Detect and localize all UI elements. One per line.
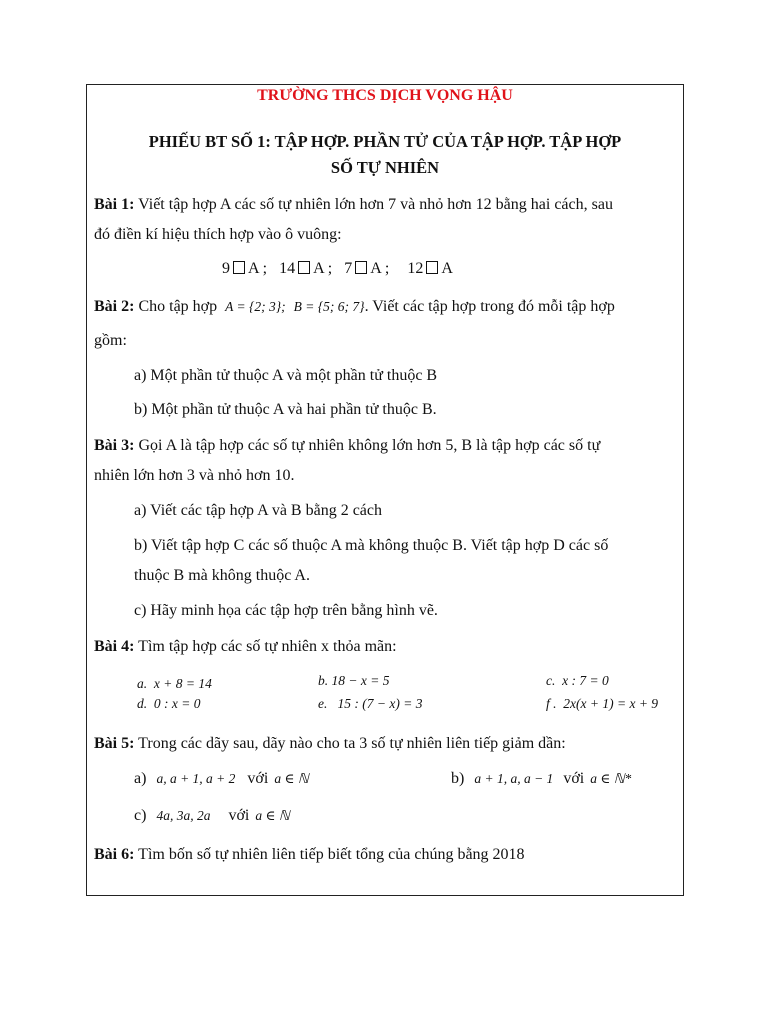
bai5-line1 bbox=[94, 734, 566, 754]
bai4-label: Bài 4: bbox=[94, 638, 135, 655]
bai2-label: Bài 2: bbox=[94, 298, 135, 315]
worksheet-title-line2: SỐ TỰ NHIÊN bbox=[330, 158, 440, 177]
bai3-part-b2: thuộc B mà không thuộc A. bbox=[134, 567, 310, 584]
bai5-label: Bài 5: bbox=[94, 735, 135, 752]
bai1-item-set: A ; bbox=[248, 260, 268, 277]
bai6-label: Bài 6: bbox=[94, 846, 135, 863]
bai2-text-a: Cho tập hợp bbox=[134, 298, 222, 315]
bai1-line1 bbox=[94, 195, 613, 215]
empty-box-icon bbox=[355, 261, 367, 274]
bai3-part-b1: b) Viết tập hợp C các số thuộc A mà không thuộc B. Viết tập hợp D các số bbox=[134, 537, 609, 554]
eq-expr: x : 7 = 0 bbox=[562, 673, 609, 688]
bai3-line2: nhiên lớn hơn 3 và nhỏ hơn 10. bbox=[94, 467, 295, 484]
bai1-item-num: 12 bbox=[407, 260, 424, 277]
bai4-eq-e bbox=[318, 694, 422, 714]
bai3-part-c: c) Hãy minh họa các tập hợp trên bằng hình vẽ. bbox=[134, 602, 438, 619]
bai5-b-with: với bbox=[563, 770, 585, 787]
bai5-c-with: với bbox=[228, 807, 250, 824]
eq-tag: a. bbox=[137, 676, 148, 691]
eq-expr: x + 8 = 14 bbox=[153, 676, 212, 691]
bai1-item-num: 9 bbox=[222, 260, 230, 277]
bai3-text1: Gọi A là tập hợp các số tự nhiên không lớn hơn 5, B là tập hợp các số tự bbox=[134, 437, 601, 454]
bai3-line1 bbox=[94, 436, 600, 456]
bai1-item-num: 7 bbox=[344, 260, 353, 277]
bai5-b-expr: a + 1, a, a − 1 bbox=[474, 771, 554, 786]
bai1-membership-row bbox=[222, 259, 453, 279]
eq-expr: 0 : x = 0 bbox=[153, 696, 201, 711]
empty-box-icon bbox=[233, 261, 245, 274]
bai5-a-cond: a ∈ ℕ bbox=[274, 771, 309, 786]
bai5-a-with: với bbox=[247, 770, 269, 787]
bai2-line1 bbox=[94, 297, 615, 317]
bai4-eq-f bbox=[546, 694, 658, 714]
bai4-line1 bbox=[94, 637, 397, 657]
bai5-part-b bbox=[451, 769, 631, 789]
bai5-part-c bbox=[134, 806, 290, 826]
bai2-set-b: B = {5; 6; 7} bbox=[293, 299, 365, 314]
bai4-eq-b bbox=[318, 671, 389, 691]
bai4-eq-c bbox=[546, 671, 609, 691]
bai1-item-num: 14 bbox=[279, 260, 296, 277]
bai2-line2: gồm: bbox=[94, 332, 127, 349]
eq-expr: 18 − x = 5 bbox=[331, 673, 390, 688]
bai5-b-tag: b) bbox=[451, 770, 465, 787]
school-name: TRƯỜNG THCS DỊCH VỌNG HẬU bbox=[257, 87, 513, 104]
bai5-c-expr: 4a, 3a, 2a bbox=[156, 808, 211, 823]
bai1-item-set: A ; bbox=[370, 260, 390, 277]
bai2-part-b: b) Một phần tử thuộc A và hai phần tử thuộc B. bbox=[134, 401, 437, 418]
eq-tag: c. bbox=[546, 673, 556, 688]
bai1-text1: Viết tập hợp A các số tự nhiên lớn hơn 7 và nhỏ hơn 12 bằng hai cách, sau bbox=[134, 196, 613, 213]
bai4-text: Tìm tập hợp các số tự nhiên x thỏa mãn: bbox=[134, 638, 397, 655]
bai5-a-expr: a, a + 1, a + 2 bbox=[156, 771, 236, 786]
bai1-item-set: A bbox=[441, 260, 453, 277]
bai5-a-tag: a) bbox=[134, 770, 147, 787]
empty-box-icon bbox=[426, 261, 438, 274]
bai4-eq-a bbox=[137, 674, 212, 694]
bai5-part-a bbox=[134, 769, 309, 789]
bai5-c-cond: a ∈ ℕ bbox=[255, 808, 290, 823]
bai5-b-cond: a ∈ ℕ* bbox=[590, 771, 632, 786]
bai2-set-a: A = {2; 3}; bbox=[225, 299, 286, 314]
bai1-line2: đó điền kí hiệu thích hợp vào ô vuông: bbox=[94, 226, 342, 243]
empty-box-icon bbox=[298, 261, 310, 274]
worksheet-title-line1: PHIẾU BT SỐ 1: TẬP HỢP. PHẦN TỬ CỦA TẬP HỢP. TẬP HỢP bbox=[148, 132, 622, 151]
eq-expr: 15 : (7 − x) = 3 bbox=[337, 696, 423, 711]
bai6-line1 bbox=[94, 845, 525, 865]
eq-expr: 2x(x + 1) = x + 9 bbox=[563, 696, 659, 711]
bai2-text-b: . Viết các tập hợp trong đó mỗi tập hợp bbox=[364, 298, 615, 315]
bai5-c-tag: c) bbox=[134, 807, 147, 824]
bai3-part-a: a) Viết các tập hợp A và B bằng 2 cách bbox=[134, 502, 383, 519]
bai1-item-set: A ; bbox=[313, 260, 333, 277]
eq-tag: d. bbox=[137, 696, 148, 711]
bai5-text: Trong các dãy sau, dãy nào cho ta 3 số tự nhiên liên tiếp giảm dần: bbox=[134, 735, 566, 752]
bai3-label: Bài 3: bbox=[94, 437, 135, 454]
bai1-label: Bài 1: bbox=[94, 196, 135, 213]
bai6-text: Tìm bốn số tự nhiên liên tiếp biết tổng của chúng bằng 2018 bbox=[134, 846, 525, 863]
eq-tag: f . bbox=[546, 696, 557, 711]
bai2-part-a: a) Một phần tử thuộc A và một phần tử thuộc B bbox=[134, 367, 438, 384]
eq-tag: e. bbox=[318, 696, 328, 711]
bai4-eq-d bbox=[137, 694, 200, 714]
eq-tag: b. bbox=[318, 673, 329, 688]
